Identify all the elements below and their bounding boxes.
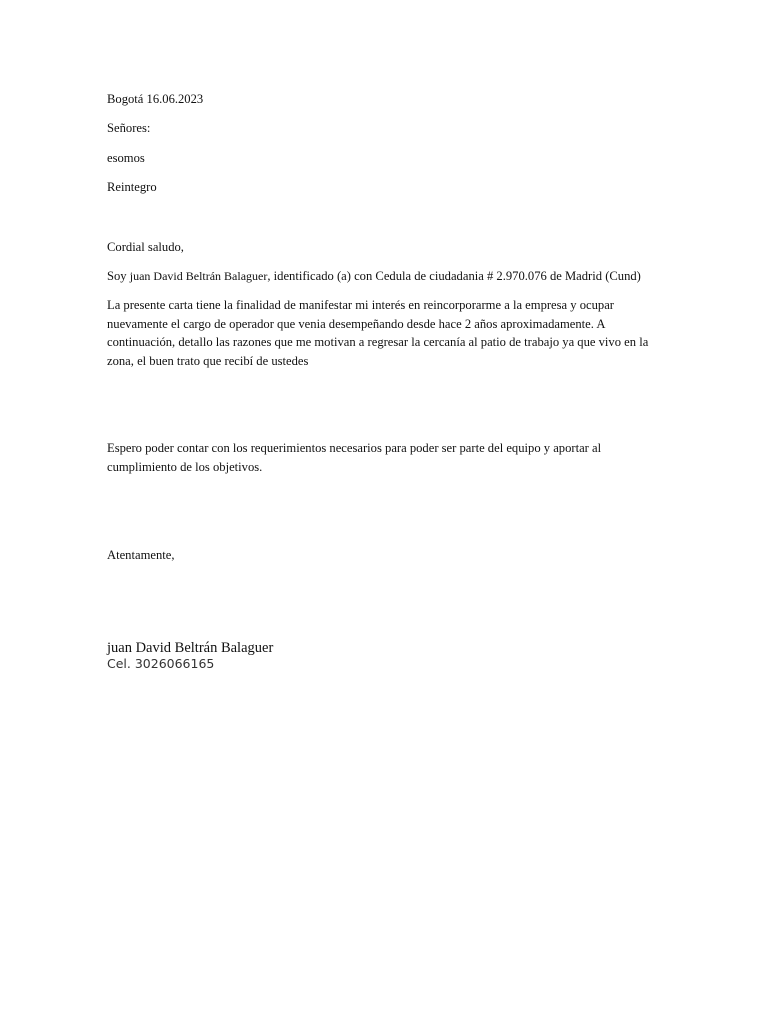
intro-name: juan David Beltrán Balaguer	[129, 269, 268, 283]
intro-prefix: Soy	[107, 269, 130, 283]
body-paragraph-2: Espero poder contar con los requerimientos necesarios para poder ser parte del equipo y aportar al cumplimiento de los objetivos.	[107, 441, 602, 474]
subject-line: Reintegro	[107, 180, 157, 194]
greeting-line: Cordial saludo,	[107, 240, 184, 254]
addressee-line: Señores:	[107, 121, 151, 135]
intro-rest: , identificado (a) con Cedula de ciudadania # 2.970.076 de Madrid (Cund)	[267, 269, 641, 283]
signature-name: juan David Beltrán Balaguer	[107, 640, 274, 656]
company-line: esomos	[107, 151, 145, 165]
body-paragraph-1: La presente carta tiene la finalidad de manifestar mi interés en reincorporarme a la empresa y ocupar nuevamente el cargo de operador que venia desempeñando desde hace 2 años aproximadamente. A continuación, detallo las razones que me motivan a regresar la cercanía al patio de trabajo ya que vivo en la zona, el buen trato que recibí de ustedes	[107, 298, 649, 368]
date-line: Bogotá 16.06.2023	[107, 92, 204, 106]
closing-line: Atentamente,	[107, 548, 175, 562]
signature-phone: Cel. 3026066165	[107, 656, 215, 671]
intro-line	[107, 268, 641, 284]
